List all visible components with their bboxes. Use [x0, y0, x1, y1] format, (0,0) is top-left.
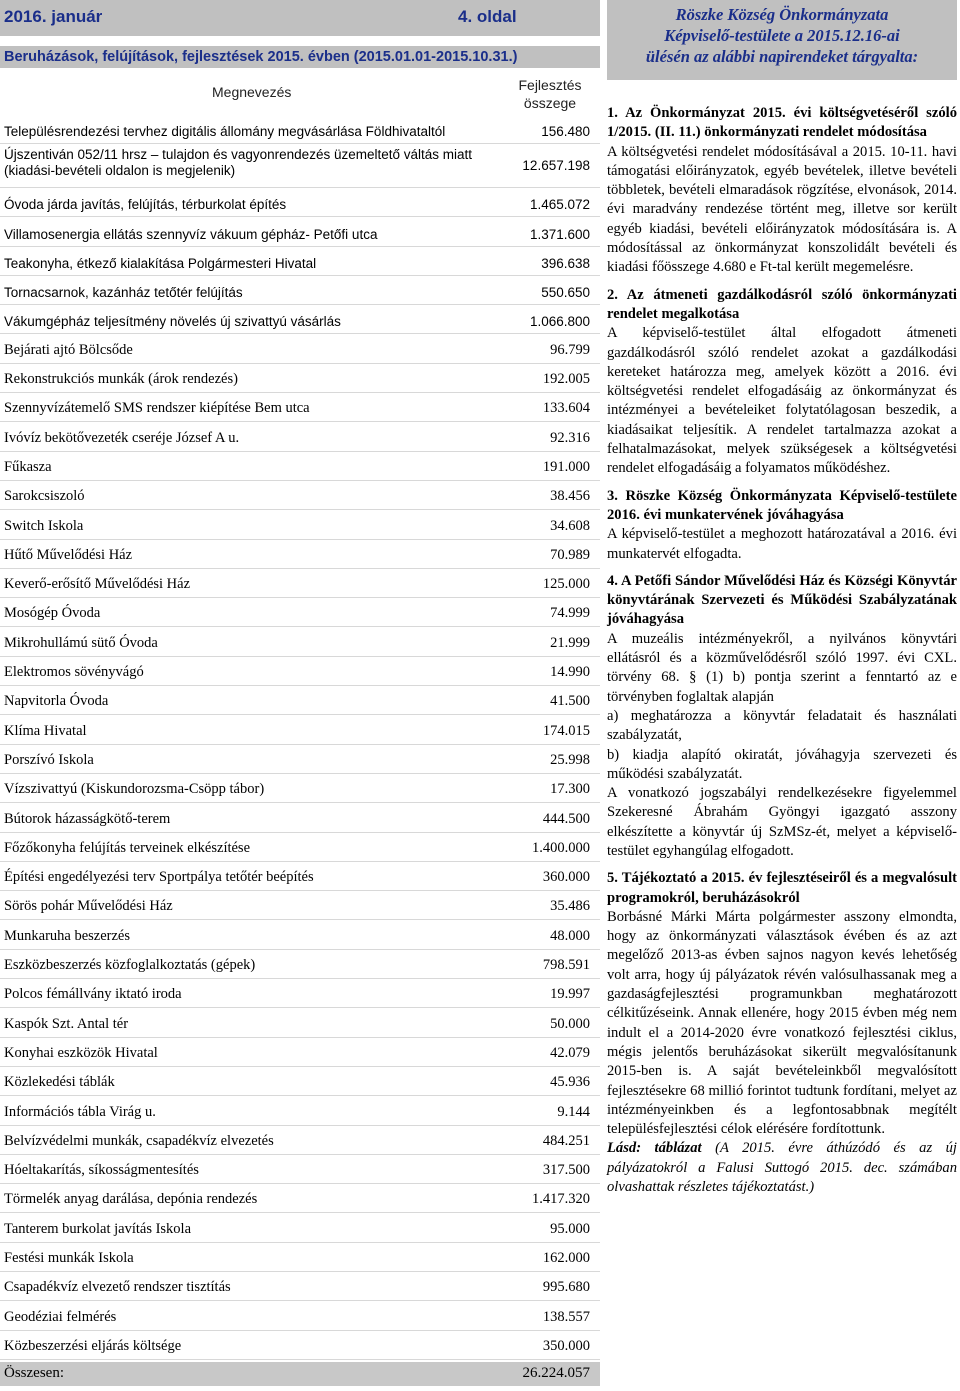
agenda-item-body: A képviselő-testület által elfogadott átmeneti gazdálkodásról szóló rendelet azokat a gazdálkodási kereteket határozza meg, amelyek között a 2016. évi költségvetési rendelet elfogadásáig az önkormányzat és intézményei a bevételeiket folytatólagosan beszedik, a kiadásaikat teljesítik. A rendelet tartalmazza azokat a felhatalmazásokat, melyek szükségesek a költségvetési rendelet elfogadásáig a folyamatos működéshez. [607, 325, 957, 477]
table-row [0, 686, 600, 715]
row-value: 25.998 [550, 751, 590, 768]
table-row [0, 481, 600, 510]
total-value: 26.224.057 [522, 1365, 590, 1381]
row-value: 174.015 [542, 722, 590, 739]
row-name: Porszívó Iskola [4, 751, 94, 768]
agenda-item-body: Borbásné Márki Márta polgármester asszony elmondta, hogy az önkormányzati választások évében és az azt megelőző 2013-as évben sajnos nagyon kevés lehetőség volt arra, hogy új pályázatok révén valósulhassanak meg a gazdaságfejlesztési programunkban meghatározott célkitűzéseink. Annak ellenére, hogy 2015 évben még nem indult el a 2014-2020 évre vonatkozó fejlesztési ciklus, mégis jelentős beruházásokat sikerült megvalósítanunk 2015-ben is. A saját bevételeinkből megvalósított fejlesztésekre 68 millió forintot tudtunk fordítani, melyet az intézményeinkben és a legfontosabbnak megítélt településfejlesztési célok elérésére fordítottunk. [607, 908, 957, 1138]
row-name: Építési engedélyezési terv Sportpálya tetőtér beépítés [4, 869, 314, 886]
agenda-header-line2: Képviselő-testülete a 2015.12.16-ai [664, 26, 900, 45]
row-value: 50.000 [550, 1015, 590, 1032]
row-name: Munkaruha beszerzés [4, 927, 131, 944]
row-value: 41.500 [550, 693, 590, 710]
agenda-item-body: A képviselő-testület a meghozott határozatával a 2016. évi munkatervét elfogadta. [607, 526, 957, 562]
row-value: 19.997 [550, 986, 590, 1003]
row-name: Teakonyha, étkező kialakítása Polgármesteri Hivatal [4, 255, 317, 271]
row-name: Szennyvízátemelő SMS rendszer kiépítése Bem utca [4, 400, 310, 417]
row-value: 138.557 [542, 1308, 590, 1325]
table-row [0, 715, 600, 744]
row-value: 34.608 [550, 517, 590, 534]
row-name: Elektromos sövényvágó [4, 664, 144, 681]
row-name: Belvízvédelmi munkák, csapadékvíz elvezetés [4, 1132, 274, 1149]
agenda-item-title: 4. A Petőfi Sándor Művelődési Ház és Községi Könyvtár könyvtárának Szervezeti és Működési Szabályzatának jóváhagyása [607, 572, 957, 628]
total-label: Összesen: [4, 1365, 64, 1381]
agenda-item-title: 1. Az Önkormányzat 2015. évi költségvetéséről szóló 1/2015. (II. 11.) önkormányzati rendelet módosítása [607, 105, 957, 141]
row-value: 17.300 [550, 781, 590, 798]
row-name: Közbeszerzési eljárás költsége [4, 1337, 182, 1354]
row-name: Kaspók Szt. Antal tér [4, 1015, 129, 1032]
row-name: Településrendezési tervhez digitális állomány megvásárlása Földhivataltól [4, 124, 446, 139]
table-row [0, 1301, 600, 1330]
table-row [0, 1331, 600, 1360]
row-name: Eszközbeszerzés közfoglalkoztatás (gépek) [4, 957, 256, 974]
row-name: Villamosenergia ellátás szennyvíz vákuum gépház- Petőfi utca [4, 226, 378, 242]
agenda-item-body-end: A vonatkozó jogszabályi rendelkezésekre figyelemmel Szekeresné Ábrahám Gyöngyi igazgató asszony elkészítette a könyvtár új SzMSz-ét, melyet a képviselő-testület egyhangúlag elfogadott. [607, 785, 957, 859]
row-value: 92.316 [550, 429, 590, 446]
agenda-item-point-a: a) meghatározza a könyvtár feladatait és használati szabályzatát, [607, 707, 957, 744]
row-value: 74.999 [550, 605, 590, 622]
table-row [0, 1038, 600, 1067]
row-value: 1.400.000 [532, 839, 590, 856]
row-name: Geodéziai felmérés [4, 1308, 117, 1325]
table-row [0, 1126, 600, 1155]
table-title: Beruházások, felújítások, fejlesztések 2015. évben (2015.01.01-2015.10.31.) [0, 46, 600, 68]
row-name: Sarokcsiszoló [4, 488, 85, 505]
row-name: Újszentiván 052/11 hrsz – tulajdon és vagyonrendezés üzemeltető váltás miatt (kiadási-bevételi oldalon is megjelenik) [4, 147, 473, 178]
row-name: Napvitorla Óvoda [4, 693, 109, 710]
row-value: 360.000 [542, 869, 590, 886]
agenda-item-title: 3. Röszke Község Önkormányzata Képviselő-testülete 2016. évi munkatervének jóváhagyása [607, 487, 957, 523]
agenda-header-box [607, 0, 957, 80]
agenda-item-2 [607, 286, 957, 479]
table-row [0, 657, 600, 686]
table-row [0, 276, 600, 305]
row-value: 317.500 [542, 1162, 590, 1179]
row-name: Közlekedési táblák [4, 1074, 115, 1091]
page-header [0, 0, 600, 36]
table-row [0, 188, 600, 217]
row-value: 162.000 [542, 1249, 590, 1266]
agenda-column [607, 0, 957, 1197]
row-name: Fűkasza [4, 458, 52, 475]
row-name: Tanterem burkolat javítás Iskola [4, 1220, 192, 1237]
table-row [0, 393, 600, 422]
agenda-item-reference [607, 1139, 957, 1197]
row-value: 396.638 [541, 255, 590, 271]
table-row [0, 247, 600, 276]
row-value: 12.657.198 [522, 158, 590, 173]
row-value: 484.251 [542, 1132, 590, 1149]
row-name: Keverő-erősítő Művelődési Ház [4, 576, 191, 593]
row-name: Csapadékvíz elvezető rendszer tisztítás [4, 1279, 231, 1296]
row-name: Hűtő Művelődési Ház [4, 546, 133, 563]
reference-text: (A 2015. évre áthúzódó és az új pályázatokról a Falusi Suttogó 2015. dec. számában olvashattak részletes tájékoztatást.) [607, 1140, 957, 1196]
table-row [0, 364, 600, 393]
table-row [0, 452, 600, 481]
agenda-header-line1: Röszke Község Önkormányzata [675, 5, 889, 24]
table-row [0, 144, 600, 188]
table-row [0, 1155, 600, 1184]
row-value: 48.000 [550, 927, 590, 944]
row-value: 995.680 [542, 1279, 590, 1296]
row-name: Festési munkák Iskola [4, 1249, 134, 1266]
row-value: 133.604 [542, 400, 590, 417]
row-value: 21.999 [550, 634, 590, 651]
table-row [0, 1272, 600, 1301]
row-value: 1.066.800 [529, 314, 590, 330]
row-value: 444.500 [542, 810, 590, 827]
row-value: 38.456 [550, 488, 590, 505]
table-row [0, 569, 600, 598]
row-value: 192.005 [542, 371, 590, 388]
table-row [0, 1184, 600, 1213]
agenda-item-5 [607, 869, 957, 1197]
table-row [0, 1067, 600, 1096]
row-name: Bejárati ajtó Bölcsőde [4, 341, 133, 358]
table-row [0, 1096, 600, 1125]
row-value: 70.989 [550, 546, 590, 563]
table-row [0, 598, 600, 627]
row-value: 14.990 [550, 664, 590, 681]
agenda-item-4 [607, 572, 957, 861]
row-name: Mosógép Óvoda [4, 605, 101, 622]
table-row [0, 217, 600, 246]
row-value: 350.000 [542, 1337, 590, 1354]
row-name: Klíma Hivatal [4, 722, 87, 739]
row-name: Főzőkonyha felújítás terveinek elkészítése [4, 839, 251, 856]
row-name: Vákumgépház teljesítmény növelés új szivattyú vásárlás [4, 314, 341, 330]
row-name: Törmelék anyag darálása, depónia rendezés [4, 1191, 258, 1208]
table-row [0, 540, 600, 569]
column-header-value [510, 76, 590, 112]
row-name: Switch Iskola [4, 517, 84, 534]
row-name: Hóeltakarítás, síkosságmentesítés [4, 1162, 199, 1179]
table-row [0, 979, 600, 1008]
table-row [0, 891, 600, 920]
row-name: Vízszivattyú (Kiskundorozsma-Csöpp tábor) [4, 781, 265, 798]
row-name: Sörös pohár Művelődési Ház [4, 898, 173, 915]
table-row [0, 116, 600, 144]
agenda-item-body: A muzeális intézményekről, a nyilvános könyvtári ellátásról és a közművelődésről szóló 1997. évi CXL. törvény 68. § (1) b) pontja szerint a fenntartó az e törvényben foglaltak alapján [607, 630, 957, 705]
agenda-item-point-b: b) kiadja alapító okiratát, jóváhagyja szervezeti és működési szabályzatát. [607, 746, 957, 782]
table-row [0, 862, 600, 891]
table-row [0, 950, 600, 979]
column-header-value-line2: összege [523, 95, 577, 111]
table-row [0, 803, 600, 832]
row-name: Ivóvíz bekötővezeték cseréje József A u. [4, 429, 240, 446]
row-value: 42.079 [550, 1044, 590, 1061]
row-value: 550.650 [541, 285, 590, 301]
table-row [0, 305, 600, 334]
column-header-name: Megnevezés [212, 84, 292, 100]
row-name: Tornacsarnok, kazánház tetőtér felújítás [4, 285, 243, 301]
row-value: 156.480 [541, 124, 590, 139]
table-row [0, 1243, 600, 1272]
agenda-item-body: A költségvetési rendelet módosításával a 2015. 10-11. havi támogatási előirányzatok, egyéb bevételek, illetve bevételi többletek, bevételi elmaradások rögzítése, elvonások, 2014. évi maradvány rendezése történt meg, illetve sor került egyéb kiadási, bevételi előirányzatok módosítására is. A módosítással az önkormányzat konszolidált bevételi és kiadási főösszege 4.680 e Ft-tal került megemelésre. [607, 143, 957, 276]
row-value: 95.000 [550, 1220, 590, 1237]
agenda-item-1 [607, 104, 957, 278]
row-name: Óvoda járda javítás, felújítás, térburkolat építés [4, 197, 287, 213]
table-row [0, 1008, 600, 1037]
row-value: 1.371.600 [529, 226, 590, 242]
row-name: Mikrohullámú sütő Óvoda [4, 634, 158, 651]
row-name: Polcos fémállvány iktató iroda [4, 986, 182, 1003]
header-date: 2016. január [4, 7, 103, 26]
agenda-header-line3: ülésén az alábbi napirendeket tárgyalta: [645, 47, 919, 66]
investment-table [0, 116, 600, 1360]
agenda-item-title: 5. Tájékoztató a 2015. év fejlesztéseiről és a megvalósult programokról, beruházásokról [607, 870, 957, 906]
table-row [0, 920, 600, 949]
row-name: Információs tábla Virág u. [4, 1103, 156, 1120]
table-row [0, 627, 600, 656]
reference-label: Lásd: táblázat [607, 1140, 702, 1157]
agenda-item-title: 2. Az átmeneti gazdálkodásról szóló önkormányzati rendelet megalkotása [607, 286, 957, 322]
row-value: 191.000 [542, 458, 590, 475]
row-value: 798.591 [542, 957, 590, 974]
table-row [0, 510, 600, 539]
row-value: 35.486 [550, 898, 590, 915]
table-row [0, 334, 600, 363]
row-value: 1.417.320 [532, 1191, 590, 1208]
row-value: 9.144 [557, 1103, 590, 1120]
row-value: 1.465.072 [529, 197, 590, 213]
row-name: Konyhai eszközök Hivatal [4, 1044, 158, 1061]
row-value: 96.799 [550, 341, 590, 358]
table-row [0, 833, 600, 862]
row-name: Rekonstrukciós munkák (árok rendezés) [4, 371, 238, 388]
table-row [0, 1213, 600, 1242]
row-name: Bútorok házasságkötő-terem [4, 810, 171, 827]
header-page-number: 4. oldal [458, 7, 517, 26]
table-row [0, 745, 600, 774]
agenda-item-3 [607, 487, 957, 564]
row-value: 125.000 [542, 576, 590, 593]
table-row [0, 422, 600, 451]
table-row [0, 774, 600, 803]
table-total-row [0, 1362, 600, 1386]
column-header-value-line1: Fejlesztés [518, 77, 582, 93]
row-value: 45.936 [550, 1074, 590, 1091]
